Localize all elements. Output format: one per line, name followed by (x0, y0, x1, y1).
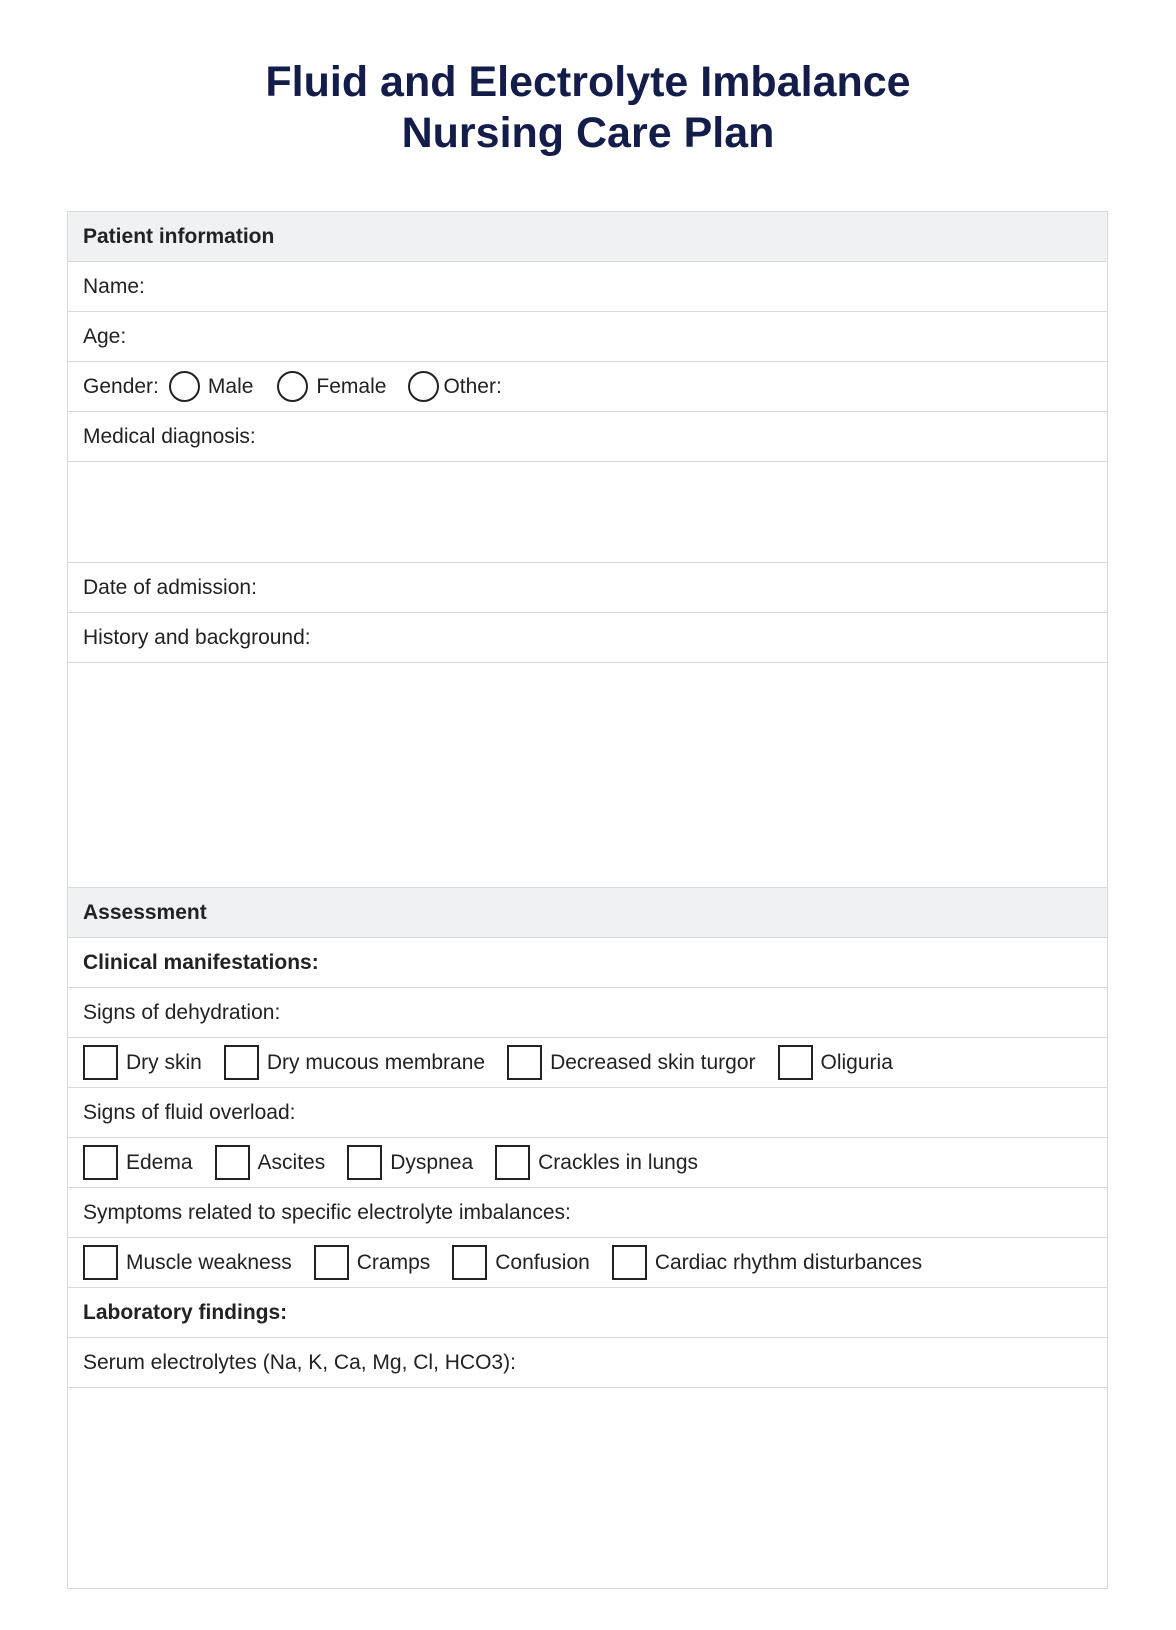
dyspnea-label: Dyspnea (390, 1150, 474, 1174)
gender-male-label: Male (207, 374, 254, 398)
gender-row (68, 362, 1107, 412)
age-field[interactable] (68, 312, 1107, 362)
electrolyte-label: Symptoms related to specific electrolyte imbalances: (83, 1200, 571, 1224)
decreased-skin-turgor-label: Decreased skin turgor (550, 1050, 756, 1074)
checkbox-option-crackles[interactable] (495, 1145, 698, 1180)
overload-options-row (68, 1138, 1107, 1188)
serum-electrolytes-label-row (68, 1338, 1107, 1388)
checkbox-option-muscle-weakness[interactable] (83, 1245, 292, 1280)
crackles-label: Crackles in lungs (538, 1150, 699, 1174)
checkbox-option-dry-skin[interactable] (83, 1045, 202, 1080)
name-label: Name: (83, 274, 145, 298)
checkbox-confusion[interactable] (452, 1245, 487, 1280)
checkbox-cramps[interactable] (314, 1245, 349, 1280)
checkbox-ascites[interactable] (215, 1145, 250, 1180)
dehydration-label: Signs of dehydration: (83, 1000, 281, 1024)
name-field[interactable] (68, 262, 1107, 312)
laboratory-findings-heading: Laboratory findings: (68, 1288, 1107, 1338)
checkbox-dry-skin[interactable] (83, 1045, 118, 1080)
checkbox-dyspnea[interactable] (347, 1145, 382, 1180)
muscle-weakness-label: Muscle weakness (126, 1250, 292, 1274)
checkbox-option-edema[interactable] (83, 1145, 193, 1180)
checkbox-option-decreased-skin-turgor[interactable] (507, 1045, 755, 1080)
history-label: History and background: (83, 625, 311, 649)
gender-female-label: Female (316, 374, 387, 398)
checkbox-edema[interactable] (83, 1145, 118, 1180)
checkbox-muscle-weakness[interactable] (83, 1245, 118, 1280)
checkbox-option-oliguria[interactable] (778, 1045, 893, 1080)
checkbox-option-cardiac-rhythm[interactable] (612, 1245, 922, 1280)
section-header-patient-info: Patient information (68, 212, 1107, 262)
ascites-label: Ascites (257, 1150, 326, 1174)
radio-female[interactable] (277, 371, 308, 402)
checkbox-option-confusion[interactable] (452, 1245, 590, 1280)
edema-label: Edema (126, 1150, 193, 1174)
checkbox-dry-mucous-membrane[interactable] (224, 1045, 259, 1080)
section-header-assessment: Assessment (68, 888, 1107, 938)
age-label: Age: (83, 324, 127, 348)
overload-label: Signs of fluid overload: (83, 1100, 296, 1124)
electrolyte-options-row (68, 1238, 1107, 1288)
page-title (0, 57, 1176, 159)
title-line-2: Nursing Care Plan (401, 109, 775, 157)
serum-electrolytes-input-area[interactable] (68, 1388, 1107, 1588)
cramps-label: Cramps (356, 1250, 431, 1274)
medical-diagnosis-input-area[interactable] (68, 462, 1107, 563)
dry-skin-label: Dry skin (126, 1050, 202, 1074)
date-of-admission-label: Date of admission: (83, 575, 257, 599)
gender-option-other[interactable] (400, 371, 501, 402)
electrolyte-label-row (68, 1188, 1107, 1238)
checkbox-oliguria[interactable] (778, 1045, 813, 1080)
cardiac-rhythm-label: Cardiac rhythm disturbances (654, 1250, 923, 1274)
oliguria-label: Oliguria (820, 1050, 893, 1074)
checkbox-cardiac-rhythm[interactable] (612, 1245, 647, 1280)
radio-other[interactable] (408, 371, 439, 402)
serum-electrolytes-label: Serum electrolytes (Na, K, Ca, Mg, Cl, HCO3): (83, 1350, 516, 1374)
gender-other-label: Other: (443, 374, 502, 398)
dry-mucous-membrane-label: Dry mucous membrane (266, 1050, 486, 1074)
checkbox-option-cramps[interactable] (314, 1245, 431, 1280)
checkbox-decreased-skin-turgor[interactable] (507, 1045, 542, 1080)
checkbox-crackles[interactable] (495, 1145, 530, 1180)
history-input-area[interactable] (68, 663, 1107, 888)
radio-male[interactable] (169, 371, 200, 402)
gender-label: Gender: (83, 374, 159, 398)
gender-option-male[interactable] (159, 371, 254, 402)
gender-option-female[interactable] (267, 371, 386, 402)
clinical-manifestations-heading: Clinical manifestations: (68, 938, 1107, 988)
title-line-1: Fluid and Electrolyte Imbalance (265, 58, 911, 106)
checkbox-option-ascites[interactable] (215, 1145, 326, 1180)
overload-label-row (68, 1088, 1107, 1138)
dehydration-label-row (68, 988, 1107, 1038)
care-plan-form (67, 211, 1108, 1589)
medical-diagnosis-label-row (68, 412, 1107, 462)
confusion-label: Confusion (495, 1250, 590, 1274)
checkbox-option-dry-mucous-membrane[interactable] (224, 1045, 485, 1080)
medical-diagnosis-label: Medical diagnosis: (83, 424, 256, 448)
history-label-row (68, 613, 1107, 663)
checkbox-option-dyspnea[interactable] (347, 1145, 473, 1180)
dehydration-options-row (68, 1038, 1107, 1088)
date-of-admission-field[interactable] (68, 563, 1107, 613)
